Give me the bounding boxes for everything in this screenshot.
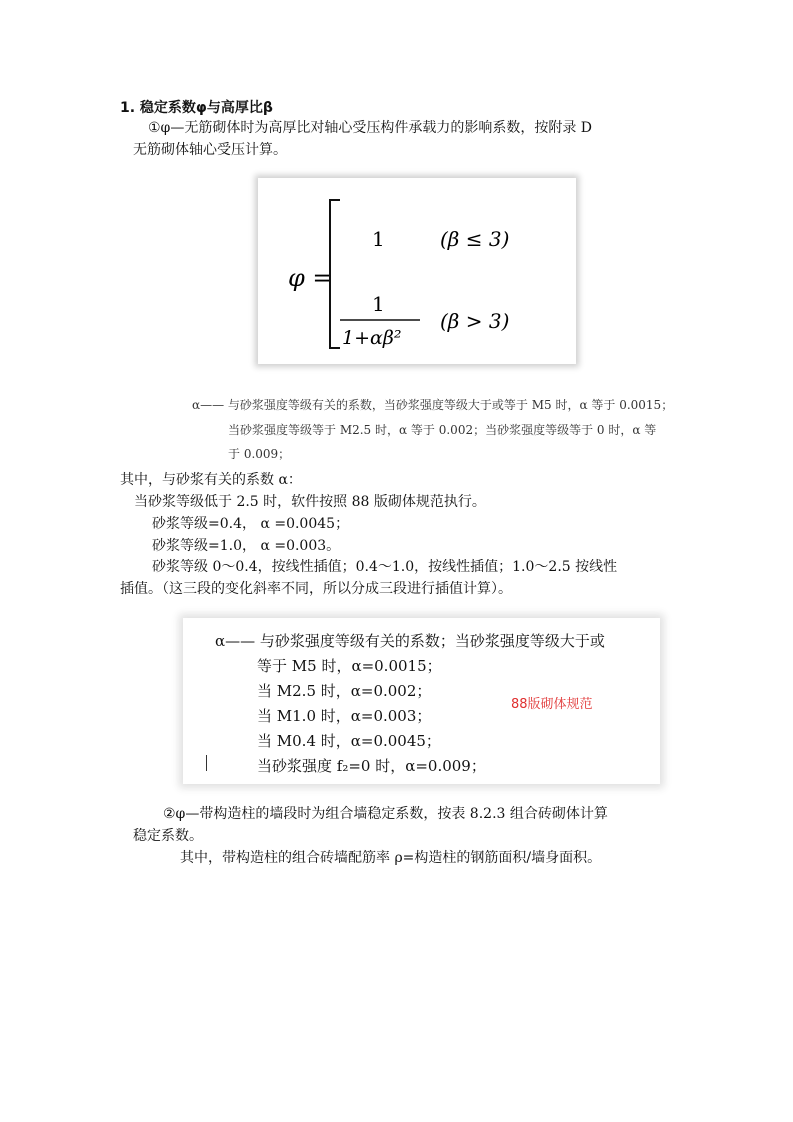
phi-formula: [258, 178, 576, 364]
para2-line5: 砂浆等级 0～0.4，按线性插值；0.4～1.0，按线性插值；1.0～2.5 按线性: [152, 559, 618, 575]
alpha-line2: 等于 M5 时，α=0.0015；: [257, 657, 442, 675]
formula-row2-denominator: 1+αβ²: [342, 327, 402, 349]
para2-line3: 砂浆等级=0.4， α =0.0045；: [152, 516, 350, 532]
para2-line1: 其中，与砂浆有关的系数 α：: [120, 472, 302, 488]
para2-line6: 插值。（这三段的变化斜率不同，所以分成三段进行插值计算）。: [120, 581, 512, 597]
alpha-line3: 当 M2.5 时，α=0.002；: [257, 682, 432, 700]
formula-row1-condition: (β ≤ 3): [440, 227, 510, 251]
para1-line2: 无筋砌体轴心受压计算。: [133, 142, 287, 158]
formula-lhs: φ =: [288, 264, 333, 292]
note-line2: 当砂浆强度等级等于 M2.5 时，α 等于 0.002；当砂浆强度等级等于 0 时，α 等: [228, 423, 657, 437]
para1-line1: ①φ—无筋砌体时为高厚比对轴心受压构件承载力的影响系数，按附录 D: [148, 120, 593, 136]
formula-box-corner: [540, 178, 576, 214]
note-line1: α—— 与砂浆强度等级有关的系数，当砂浆强度等级大于或等于 M5 时，α 等于 0.0015；: [192, 398, 674, 412]
alpha-coefficient-image: [183, 618, 660, 784]
formula-row2-numerator: 1: [372, 292, 385, 316]
alpha-line6: 当砂浆强度 f₂=0 时，α=0.009；: [257, 757, 486, 775]
para3-line3: 其中，带构造柱的组合砖墙配筋率 ρ=构造柱的钢筋面积/墙身面积。: [180, 850, 602, 866]
para3-line2: 稳定系数。: [133, 828, 203, 844]
alpha-line5: 当 M0.4 时，α=0.0045；: [257, 732, 441, 750]
para2-line4: 砂浆等级=1.0， α =0.003。: [152, 538, 341, 554]
code-version-label: 88版砌体规范: [511, 697, 593, 712]
section-heading: 1. 稳定系数φ与高厚比β: [120, 100, 273, 116]
note-line3: 于 0.009；: [228, 447, 291, 461]
alpha-line1: α—— 与砂浆强度等级有关的系数；当砂浆强度等级大于或: [215, 632, 605, 650]
para2-line2: 当砂浆等级低于 2.5 时，软件按照 88 版砌体规范执行。: [134, 494, 486, 510]
alpha-line4: 当 M1.0 时，α=0.003；: [257, 707, 432, 725]
para3-line1: ②φ—带构造柱的墙段时为组合墙稳定系数，按表 8.2.3 组合砖砌体计算: [163, 806, 608, 822]
formula-row1-value: 1: [372, 227, 385, 251]
formula-image: [258, 178, 576, 364]
text-cursor: [206, 755, 207, 771]
formula-row2-condition: (β > 3): [440, 309, 510, 333]
